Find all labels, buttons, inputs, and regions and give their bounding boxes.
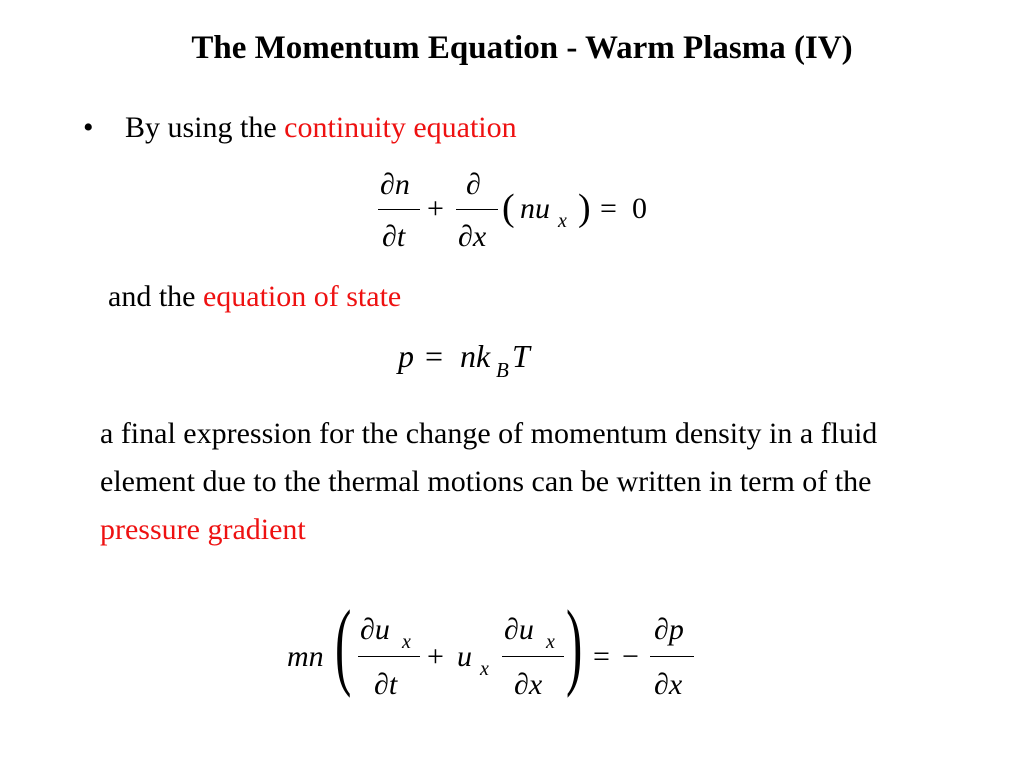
eq3-left-paren: ( <box>335 591 352 699</box>
eq3-u: u <box>457 640 472 673</box>
eq3-mn: mn <box>287 640 324 673</box>
eq3-minus: − <box>622 640 639 673</box>
eq1-equals: = <box>600 192 617 225</box>
eq1-zero: 0 <box>632 192 647 225</box>
eq2-nk: nk <box>460 338 491 374</box>
eq3-numerator-2: ∂u <box>504 613 534 646</box>
eq3-fraction-bar-3 <box>650 656 694 657</box>
slide-title: The Momentum Equation - Warm Plasma (IV) <box>191 30 853 66</box>
eq1-right-paren: ) <box>578 187 591 229</box>
eq3-equals: = <box>593 640 610 673</box>
pressure-gradient-text: pressure gradient <box>100 513 306 546</box>
eq3-denominator-1: ∂t <box>374 668 398 701</box>
eq3-fraction-bar-1 <box>358 656 420 657</box>
eq1-nu: nu <box>520 192 550 225</box>
eq2-subscript-b: B <box>496 358 509 382</box>
eq3-subscript-2: x <box>546 631 555 653</box>
eq2-equals: = <box>425 338 444 374</box>
eq2-t: T <box>512 338 530 374</box>
eq3-subscript-1: x <box>402 631 411 653</box>
equation-of-state-text: equation of state <box>202 280 402 313</box>
eq1-denominator-2: ∂x <box>458 220 487 253</box>
intro-text: By using the <box>125 111 285 144</box>
eq1-plus: + <box>427 192 444 225</box>
eq3-right-paren: ) <box>566 591 583 699</box>
eq1-numerator-1: ∂n <box>380 168 410 201</box>
eq3-plus: + <box>427 640 444 673</box>
eq3-fraction-bar-2 <box>502 656 564 657</box>
eq1-left-paren: ( <box>502 187 515 229</box>
eq3-u-subscript: x <box>480 658 489 680</box>
eq3-denominator-3: ∂x <box>654 668 683 701</box>
explanation-text: a final expression for the change of momentum density in a fluid element due to the thermal motions can be written in term of the <box>100 417 878 498</box>
eq3-numerator-3: ∂p <box>654 613 684 646</box>
eq3-numerator-1: ∂u <box>360 613 390 646</box>
eq1-denominator-1: ∂t <box>382 220 406 253</box>
state-text: and the <box>108 280 203 313</box>
bullet-point: • <box>83 111 94 144</box>
continuity-equation-link-text: continuity equation <box>284 111 517 144</box>
eq1-numerator-2: ∂ <box>466 168 481 201</box>
eq1-subscript-x: x <box>558 210 567 232</box>
eq3-denominator-2: ∂x <box>514 668 543 701</box>
eq2-p: p <box>398 338 414 374</box>
